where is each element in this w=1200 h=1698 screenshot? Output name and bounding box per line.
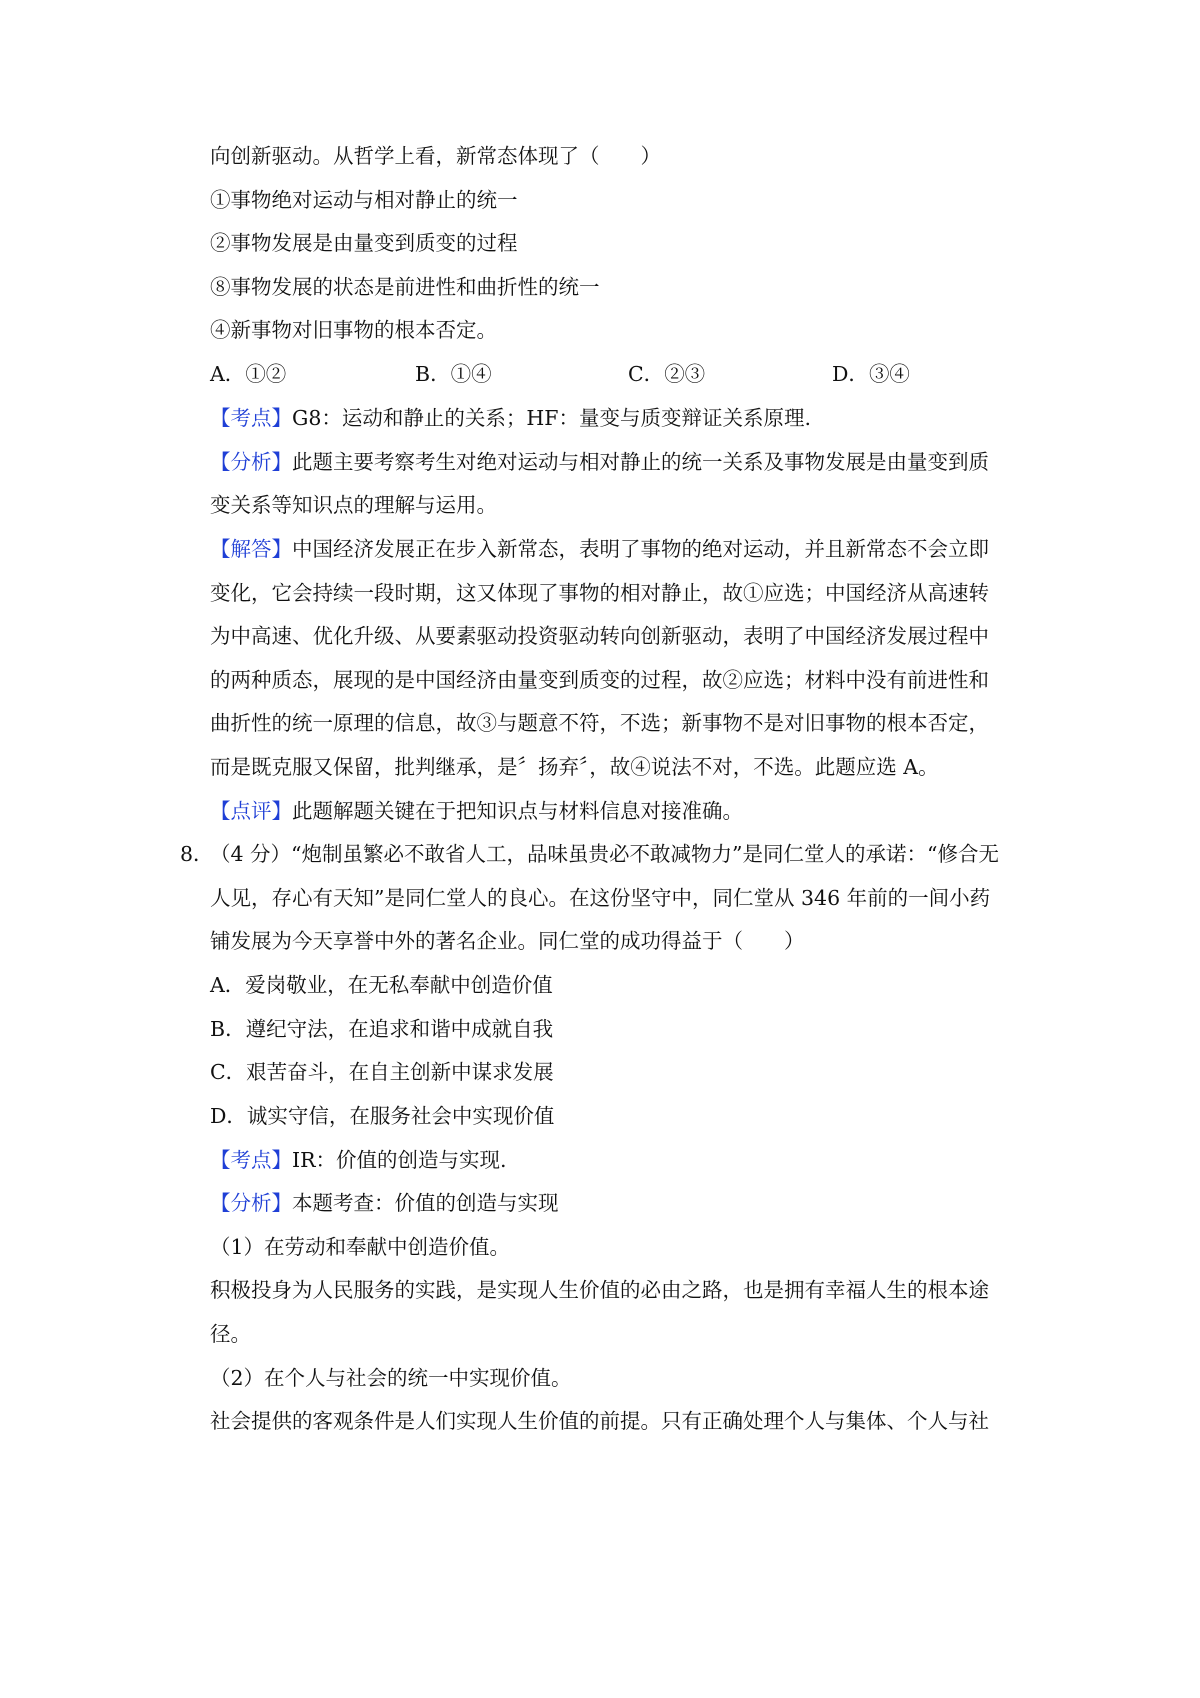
q7-statement-2: ②事物发展是由量变到质变的过程	[210, 231, 518, 255]
q8-stem-line-2: 人见，存心有天知”是同仁堂人的良心。在这份坚守中，同仁堂从 346 年前的一间小药	[210, 886, 991, 910]
dianping-tag: 【点评】	[210, 799, 292, 823]
q7-jieda-line-6: 而是既克服又保留，批判继承，是〞扬弃〞，故④说法不对，不选。此题应选 A。	[210, 755, 939, 779]
q8-number: 8．	[180, 842, 214, 866]
q7-jieda-line-3: 为中高速、优化升级、从要素驱动投资驱动转向创新驱动，表明了中国经济发展过程中	[210, 624, 989, 648]
q8-body-line-2: 积极投身为人民服务的实践，是实现人生价值的必由之路，也是拥有幸福人生的根本途	[210, 1278, 989, 1302]
q7-stem-tail: 向创新驱动。从哲学上看，新常态体现了（ ）	[210, 144, 661, 168]
q8-option-a: A．爱岗敬业，在无私奉献中创造价值	[210, 973, 553, 997]
q7-option-d: D．③④	[832, 362, 910, 386]
q7-option-c: C．②③	[628, 362, 706, 386]
q8-body-line-4: （2）在个人与社会的统一中实现价值。	[210, 1366, 572, 1390]
q8-fenxi: 【分析】本题考查：价值的创造与实现	[210, 1191, 559, 1215]
q7-jieda-line-2: 变化，它会持续一段时期，这又体现了事物的相对静止，故①应选；中国经济从高速转	[210, 581, 989, 605]
q7-kaodian: 【考点】G8：运动和静止的关系；HF：量变与质变辩证关系原理.	[210, 406, 812, 430]
q7-statement-1: ①事物绝对运动与相对静止的统一	[210, 188, 518, 212]
kaodian-tag: 【考点】	[210, 406, 292, 430]
q7-fenxi-line-2: 变关系等知识点的理解与运用。	[210, 493, 497, 517]
q8-body-line-5: 社会提供的客观条件是人们实现人生价值的前提。只有正确处理个人与集体、个人与社	[210, 1409, 989, 1433]
q8-option-b: B．遵纪守法，在追求和谐中成就自我	[210, 1017, 554, 1041]
q7-fenxi-line-1: 【分析】此题主要考察考生对绝对运动与相对静止的统一关系及事物发展是由量变到质	[210, 450, 989, 474]
fenxi-tag: 【分析】	[210, 450, 292, 474]
kaodian-tag: 【考点】	[210, 1148, 292, 1172]
q7-jieda-line-4: 的两种质态，展现的是中国经济由量变到质变的过程，故②应选；材料中没有前进性和	[210, 668, 989, 692]
q7-option-a: A．①②	[210, 362, 287, 386]
fenxi-tag: 【分析】	[210, 1191, 292, 1215]
q7-option-b: B．①④	[415, 362, 492, 386]
q8-stem-line-1: （4 分）“炮制虽繁必不敢省人工，品味虽贵必不敢减物力”是同仁堂人的承诺：“修合无	[210, 842, 999, 866]
q8-body-line-1: （1）在劳动和奉献中创造价值。	[210, 1235, 511, 1259]
q7-statement-3: ⑧事物发展的状态是前进性和曲折性的统一	[210, 275, 600, 299]
q7-statement-4: ④新事物对旧事物的根本否定。	[210, 318, 497, 342]
q7-jieda-line-5: 曲折性的统一原理的信息，故③与题意不符，不选；新事物不是对旧事物的根本否定，	[210, 711, 989, 735]
q8-kaodian: 【考点】IR：价值的创造与实现.	[210, 1148, 507, 1172]
q8-option-d: D．诚实守信，在服务社会中实现价值	[210, 1104, 555, 1128]
q7-dianping: 【点评】此题解题关键在于把知识点与材料信息对接准确。	[210, 799, 743, 823]
q8-stem-line-3: 铺发展为今天享誉中外的著名企业。同仁堂的成功得益于（ ）	[210, 929, 805, 953]
q8-option-c: C．艰苦奋斗，在自主创新中谋求发展	[210, 1060, 554, 1084]
q7-jieda-line-1: 【解答】中国经济发展正在步入新常态，表明了事物的绝对运动，并且新常态不会立即	[210, 537, 989, 561]
jieda-tag: 【解答】	[210, 537, 292, 561]
q8-body-line-3: 径。	[210, 1322, 251, 1346]
